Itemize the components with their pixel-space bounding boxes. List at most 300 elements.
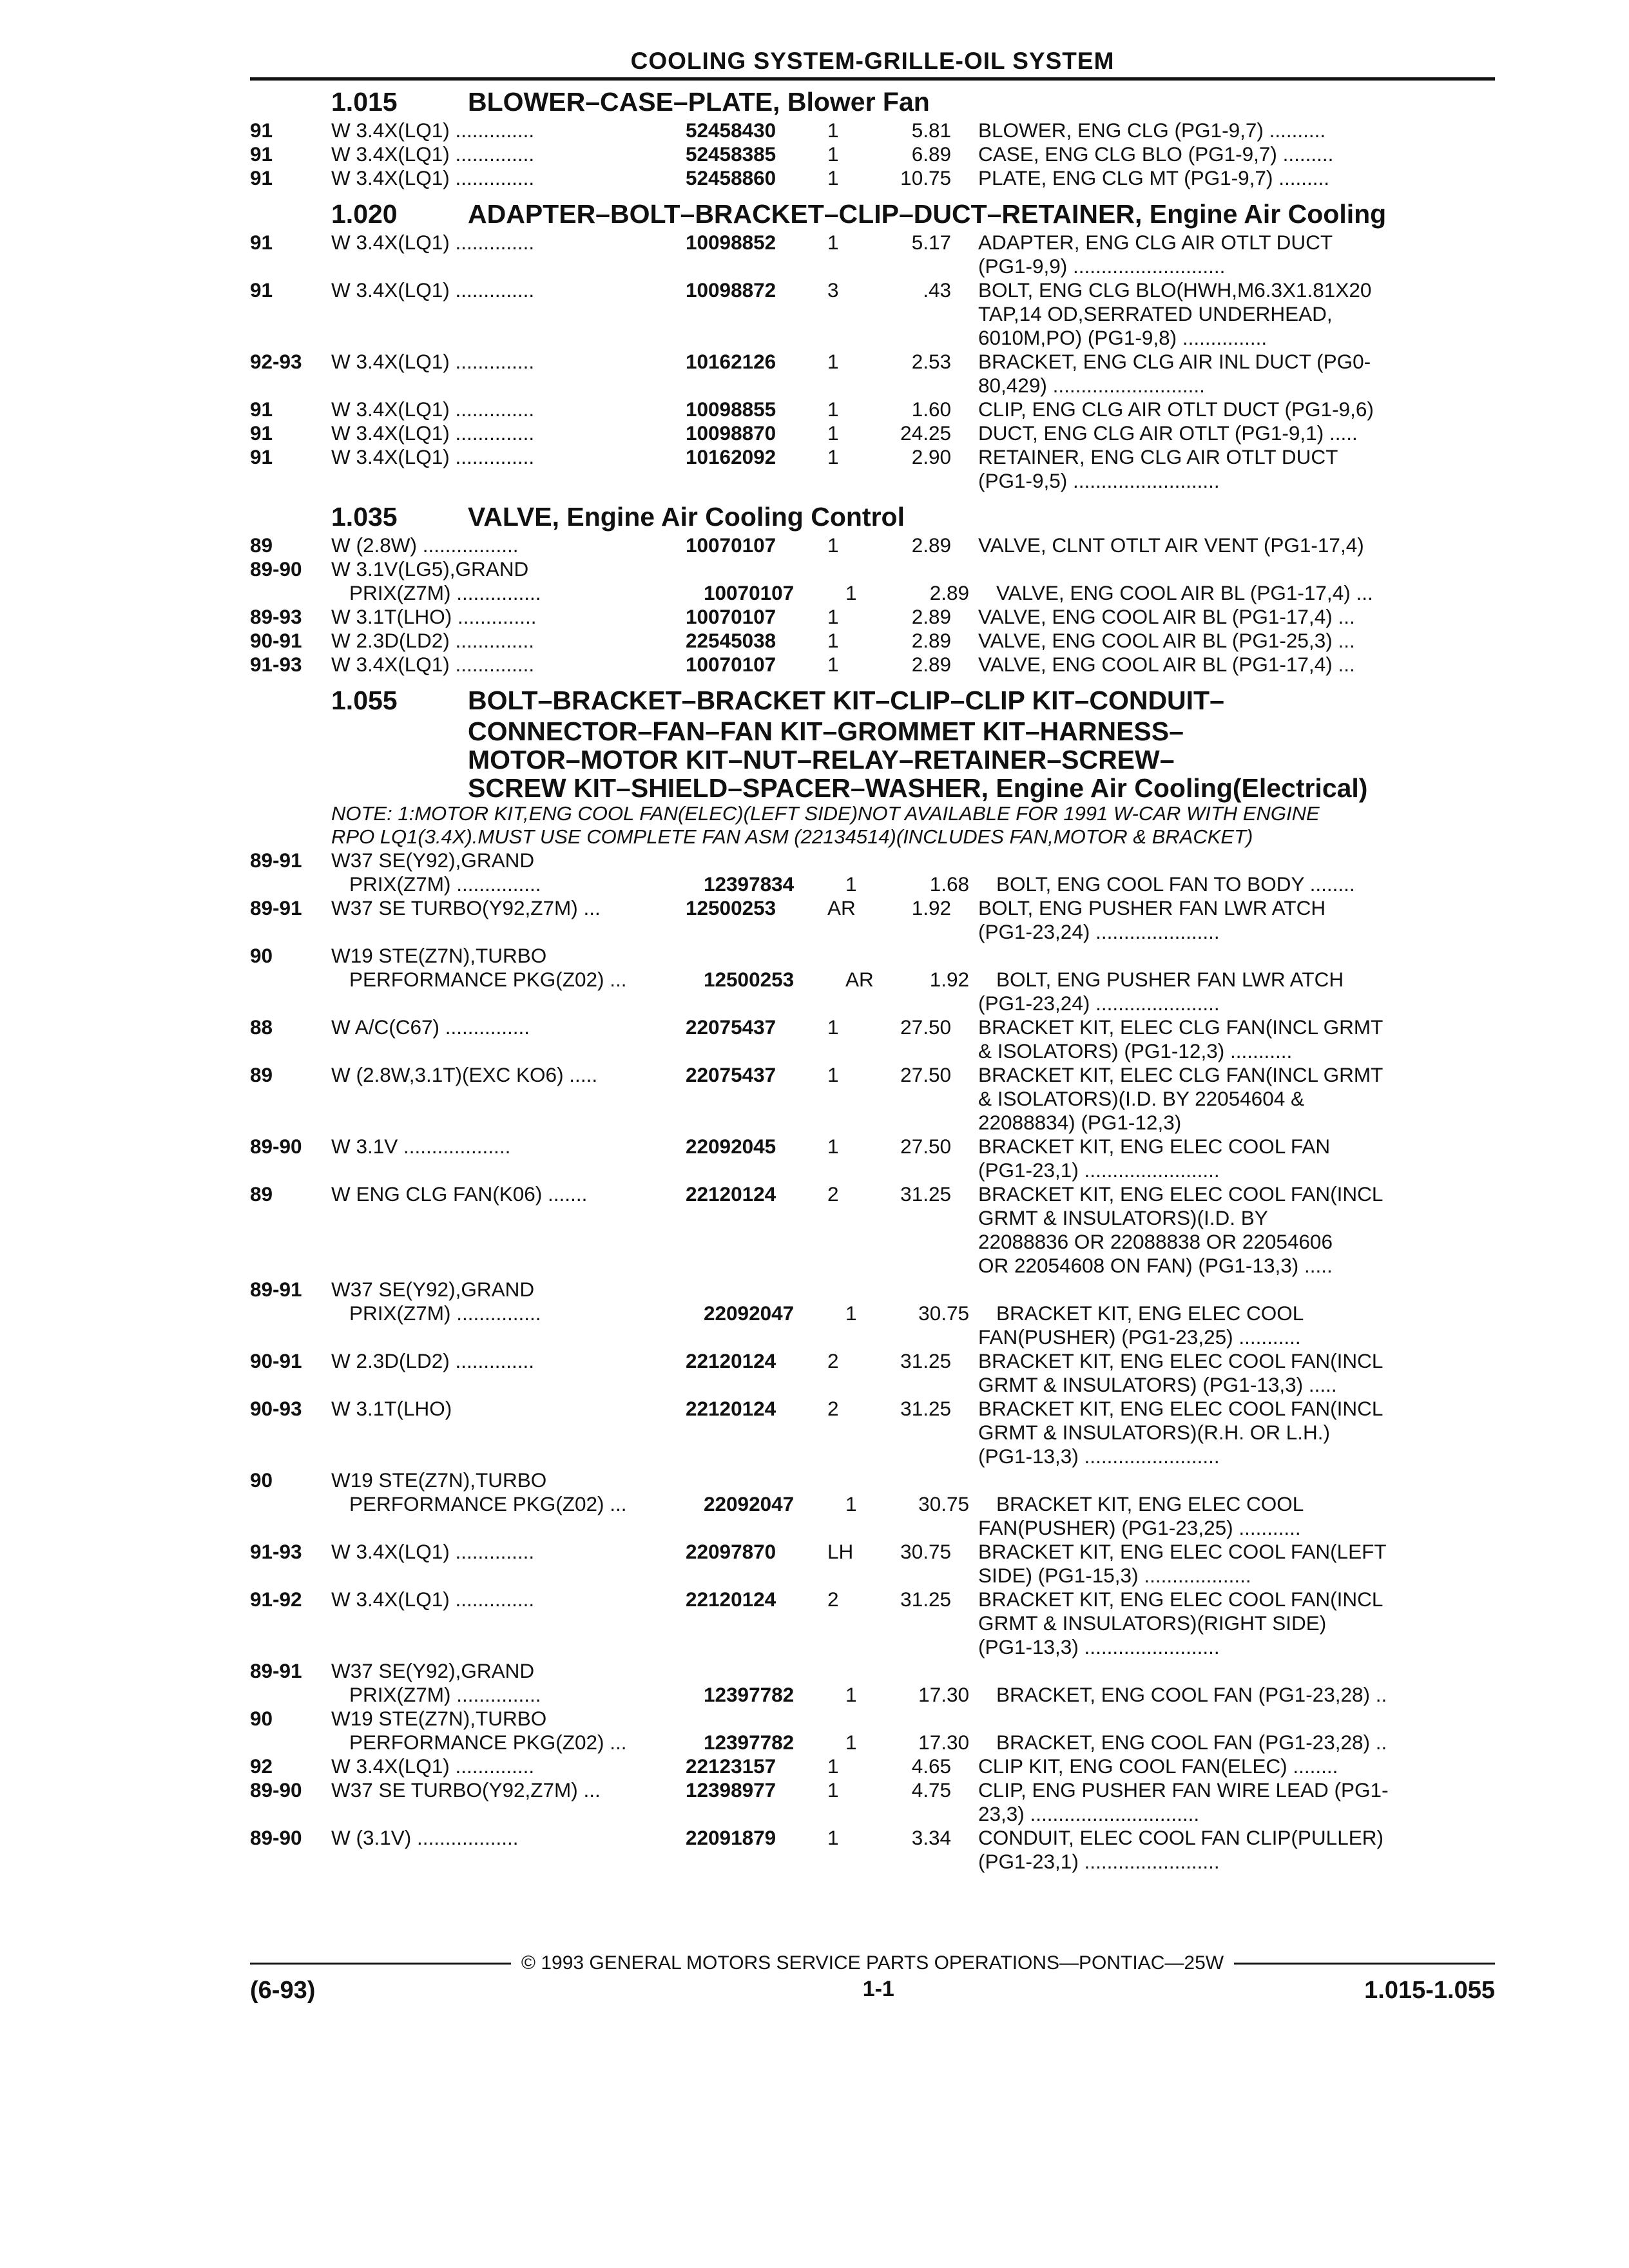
table-row bbox=[250, 896, 1495, 920]
part-description: (PG1-13,3) ........................ bbox=[978, 1635, 1220, 1658]
model-year: 89-91 bbox=[250, 896, 302, 919]
model-application bbox=[331, 1611, 686, 1635]
price: 10.75 bbox=[900, 166, 951, 189]
table-row bbox=[250, 1254, 1495, 1278]
model-year: 89-91 bbox=[250, 1278, 302, 1301]
price: 2.89 bbox=[911, 533, 951, 557]
quantity: LH bbox=[827, 1540, 854, 1563]
table-row bbox=[250, 1063, 1495, 1087]
model-application: W 3.4X(LQ1) .............. bbox=[331, 653, 535, 676]
part-description: (PG1-9,9) ........................... bbox=[978, 255, 1226, 278]
part-number: 22120124 bbox=[686, 1397, 776, 1420]
part-number bbox=[686, 326, 827, 350]
quantity bbox=[827, 1373, 874, 1397]
table-row bbox=[250, 1397, 1495, 1421]
part-description: BRACKET KIT, ENG ELEC COOL FAN(INCL bbox=[978, 1349, 1383, 1372]
model-year bbox=[250, 1325, 331, 1349]
model-application: W37 SE(Y92),GRAND bbox=[331, 1278, 535, 1301]
model-year: 90-93 bbox=[250, 1397, 302, 1420]
model-year bbox=[250, 1611, 331, 1635]
part-number bbox=[686, 849, 827, 872]
part-description: BRACKET KIT, ELEC CLG FAN(INCL GRMT bbox=[978, 1015, 1383, 1039]
part-description: BRACKET KIT, ENG ELEC COOL FAN(LEFT bbox=[978, 1540, 1387, 1563]
quantity: 1 bbox=[845, 1731, 857, 1754]
quantity: 2 bbox=[827, 1588, 839, 1611]
part-number bbox=[686, 1611, 827, 1635]
part-number bbox=[686, 1802, 827, 1826]
table-row bbox=[250, 1659, 1495, 1683]
quantity bbox=[827, 1516, 874, 1540]
part-description bbox=[951, 849, 1495, 872]
part-description: (PG1-23,1) ........................ bbox=[978, 1158, 1220, 1182]
section-heading bbox=[250, 87, 1495, 117]
price: 1.60 bbox=[911, 398, 951, 421]
part-number bbox=[686, 944, 827, 968]
model-year bbox=[250, 920, 331, 944]
price bbox=[874, 1087, 951, 1111]
quantity bbox=[827, 1445, 874, 1468]
section-heading bbox=[250, 775, 1495, 801]
quantity: 1 bbox=[827, 629, 839, 652]
part-number bbox=[686, 1564, 827, 1588]
price bbox=[874, 1635, 951, 1659]
price: 1.68 bbox=[929, 872, 969, 896]
model-application: PRIX(Z7M) ............... bbox=[349, 581, 541, 604]
part-number: 22091879 bbox=[686, 1826, 776, 1849]
part-number: 52458430 bbox=[686, 119, 776, 142]
model-application bbox=[331, 1802, 686, 1826]
table-row bbox=[250, 1492, 1495, 1516]
part-description: BRACKET KIT, ELEC CLG FAN(INCL GRMT bbox=[978, 1063, 1383, 1086]
model-year: 92 bbox=[250, 1754, 273, 1778]
table-row bbox=[250, 445, 1495, 469]
sections-container bbox=[250, 87, 1495, 1880]
table-row bbox=[250, 1564, 1495, 1588]
model-year: 88 bbox=[250, 1015, 273, 1039]
part-number: 10098872 bbox=[686, 278, 776, 302]
price: 3.34 bbox=[911, 1826, 951, 1849]
model-application: PERFORMANCE PKG(Z02) ... bbox=[349, 1492, 627, 1515]
part-description bbox=[951, 557, 1495, 581]
quantity bbox=[827, 1039, 874, 1063]
quantity bbox=[827, 1111, 874, 1135]
model-year bbox=[250, 1373, 331, 1397]
quantity: 1 bbox=[845, 1302, 857, 1325]
part-number: 10098852 bbox=[686, 231, 776, 254]
part-description: & ISOLATORS)(I.D. BY 22054604 & bbox=[978, 1087, 1304, 1110]
model-application bbox=[331, 1564, 686, 1588]
price: 31.25 bbox=[900, 1397, 951, 1420]
part-number bbox=[686, 1087, 827, 1111]
model-application: W 3.4X(LQ1) .............. bbox=[331, 398, 535, 421]
part-description: CLIP KIT, ENG COOL FAN(ELEC) ........ bbox=[978, 1754, 1338, 1778]
price bbox=[874, 1111, 951, 1135]
page-title: COOLING SYSTEM-GRILLE-OIL SYSTEM bbox=[630, 48, 1115, 74]
table-row bbox=[250, 605, 1495, 629]
table-row bbox=[250, 557, 1495, 581]
quantity bbox=[827, 920, 874, 944]
part-number: 12398977 bbox=[686, 1778, 776, 1802]
price: 27.50 bbox=[900, 1015, 951, 1039]
price bbox=[874, 255, 951, 278]
part-description: (PG1-13,3) ........................ bbox=[978, 1445, 1220, 1468]
quantity: 1 bbox=[845, 581, 857, 604]
table-row bbox=[250, 1516, 1495, 1540]
quantity bbox=[827, 557, 874, 581]
part-number bbox=[686, 920, 827, 944]
model-year: 91-93 bbox=[250, 1540, 302, 1563]
model-year bbox=[250, 255, 331, 278]
part-number bbox=[686, 1850, 827, 1874]
table-row bbox=[250, 302, 1495, 326]
model-application bbox=[331, 1039, 686, 1063]
model-year: 89-90 bbox=[250, 557, 302, 581]
table-row bbox=[250, 1826, 1495, 1850]
part-number bbox=[686, 1111, 827, 1135]
footer-rule-right bbox=[1234, 1963, 1495, 1965]
model-year bbox=[250, 1516, 331, 1540]
model-application: W ENG CLG FAN(K06) ....... bbox=[331, 1182, 588, 1206]
model-year: 91 bbox=[250, 119, 273, 142]
price: 30.75 bbox=[900, 1540, 951, 1563]
quantity: 2 bbox=[827, 1349, 839, 1372]
model-application: W 3.4X(LQ1) .............. bbox=[331, 278, 535, 302]
table-row bbox=[250, 1445, 1495, 1468]
part-number: 22097870 bbox=[686, 1540, 776, 1563]
model-year bbox=[250, 1254, 331, 1278]
part-description: BOLT, ENG COOL FAN TO BODY ........ bbox=[996, 872, 1355, 896]
part-description bbox=[951, 944, 1495, 968]
quantity: 1 bbox=[827, 398, 839, 421]
model-year: 91-92 bbox=[250, 1588, 302, 1611]
section-heading bbox=[250, 199, 1495, 229]
model-application: W (2.8W) ................. bbox=[331, 533, 519, 557]
model-application: W 2.3D(LD2) .............. bbox=[331, 629, 535, 652]
part-description: BRACKET, ENG COOL FAN (PG1-23,28) .. bbox=[996, 1731, 1387, 1754]
table-row bbox=[250, 1182, 1495, 1206]
part-description: BRACKET KIT, ENG ELEC COOL bbox=[996, 1302, 1304, 1325]
part-number bbox=[686, 1659, 827, 1683]
part-number bbox=[686, 1158, 827, 1182]
model-year: 89 bbox=[250, 1182, 273, 1206]
part-description: BLOWER, ENG CLG (PG1-9,7) .......... bbox=[978, 119, 1326, 142]
model-year: 89-91 bbox=[250, 1659, 302, 1682]
part-number bbox=[686, 302, 827, 326]
part-description: VALVE, ENG COOL AIR BL (PG1-17,4) ... bbox=[996, 581, 1373, 604]
table-row bbox=[250, 944, 1495, 968]
part-description: RETAINER, ENG CLG AIR OTLT DUCT bbox=[978, 445, 1338, 468]
section-spacer bbox=[250, 677, 1495, 683]
table-row bbox=[250, 1302, 1495, 1325]
model-year: 91 bbox=[250, 142, 273, 166]
part-number bbox=[686, 1635, 827, 1659]
price: 2.89 bbox=[911, 653, 951, 676]
table-row bbox=[250, 992, 1495, 1015]
model-application bbox=[331, 1635, 686, 1659]
price: 24.25 bbox=[900, 421, 951, 445]
section-number: 1.020 bbox=[331, 199, 398, 229]
price: 30.75 bbox=[918, 1492, 969, 1515]
table-row bbox=[250, 1802, 1495, 1826]
table-row bbox=[250, 1707, 1495, 1731]
model-year: 92-93 bbox=[250, 350, 302, 373]
model-application: PRIX(Z7M) ............... bbox=[349, 1683, 541, 1706]
model-year bbox=[250, 1302, 331, 1325]
part-number: 22092045 bbox=[686, 1135, 776, 1158]
quantity: 1 bbox=[827, 1754, 839, 1778]
model-year bbox=[250, 326, 331, 350]
table-row bbox=[250, 255, 1495, 278]
quantity: 1 bbox=[827, 231, 839, 254]
quantity bbox=[827, 1564, 874, 1588]
model-application bbox=[331, 1421, 686, 1445]
part-description: GRMT & INSULATORS)(RIGHT SIDE) bbox=[978, 1611, 1327, 1635]
part-description: ADAPTER, ENG CLG AIR OTLT DUCT bbox=[978, 231, 1333, 254]
model-application: PERFORMANCE PKG(Z02) ... bbox=[349, 1731, 627, 1754]
part-number bbox=[686, 1278, 827, 1302]
model-application bbox=[331, 1516, 686, 1540]
model-application: W 3.4X(LQ1) .............. bbox=[331, 1540, 535, 1563]
section-title: BLOWER–CASE–PLATE, Blower Fan bbox=[468, 87, 930, 117]
model-application: W 3.4X(LQ1) .............. bbox=[331, 350, 535, 373]
price bbox=[874, 920, 951, 944]
quantity: 1 bbox=[827, 350, 839, 373]
quantity: 1 bbox=[845, 1492, 857, 1515]
part-number bbox=[686, 1230, 827, 1254]
price bbox=[874, 1802, 951, 1826]
model-application: W37 SE(Y92),GRAND bbox=[331, 1659, 535, 1682]
price: 2.90 bbox=[911, 445, 951, 468]
table-row bbox=[250, 1278, 1495, 1302]
part-number: 22545038 bbox=[686, 629, 776, 652]
table-row bbox=[250, 421, 1495, 445]
price bbox=[874, 1373, 951, 1397]
table-row bbox=[250, 1635, 1495, 1659]
price: 2.53 bbox=[911, 350, 951, 373]
price bbox=[874, 944, 951, 968]
table-row bbox=[250, 350, 1495, 374]
price bbox=[874, 1421, 951, 1445]
table-row bbox=[250, 1015, 1495, 1039]
section-title: SCREW KIT–SHIELD–SPACER–WASHER, Engine Air Cooling(Electrical) bbox=[468, 773, 1368, 803]
price bbox=[874, 557, 951, 581]
section-heading bbox=[250, 747, 1495, 773]
price bbox=[874, 992, 951, 1015]
section-title: ADAPTER–BOLT–BRACKET–CLIP–DUCT–RETAINER, Engine Air Cooling bbox=[468, 199, 1387, 229]
price bbox=[874, 849, 951, 872]
quantity: 1 bbox=[827, 605, 839, 628]
model-year: 91 bbox=[250, 278, 273, 302]
price bbox=[874, 1707, 951, 1731]
part-number: 12500253 bbox=[704, 968, 795, 991]
part-description bbox=[951, 1707, 1495, 1731]
table-row bbox=[250, 278, 1495, 302]
section-title: CONNECTOR–FAN–FAN KIT–GROMMET KIT–HARNESS– bbox=[468, 716, 1184, 746]
part-description bbox=[951, 1468, 1495, 1492]
model-year bbox=[250, 581, 331, 605]
model-year bbox=[250, 872, 331, 896]
footer-section-range: 1.015-1.055 bbox=[1364, 1977, 1495, 2004]
part-number bbox=[686, 374, 827, 398]
table-row bbox=[250, 1135, 1495, 1158]
part-description: FAN(PUSHER) (PG1-23,25) ........... bbox=[978, 1325, 1301, 1349]
price: 5.81 bbox=[911, 119, 951, 142]
part-description bbox=[951, 1278, 1495, 1302]
model-year: 89-90 bbox=[250, 1826, 302, 1849]
model-year bbox=[250, 1850, 331, 1874]
section-title: VALVE, Engine Air Cooling Control bbox=[468, 502, 905, 532]
quantity: 1 bbox=[827, 1778, 839, 1802]
price bbox=[874, 1039, 951, 1063]
quantity: AR bbox=[845, 968, 874, 991]
part-description: (PG1-23,24) ...................... bbox=[978, 920, 1220, 943]
table-row bbox=[250, 1421, 1495, 1445]
quantity: 2 bbox=[827, 1397, 839, 1420]
table-row bbox=[250, 326, 1495, 350]
model-year bbox=[250, 1635, 331, 1659]
price: 2.89 bbox=[911, 629, 951, 652]
model-application: W A/C(C67) ............... bbox=[331, 1015, 530, 1039]
part-description: BRACKET KIT, ENG ELEC COOL FAN bbox=[978, 1135, 1331, 1158]
model-application: PRIX(Z7M) ............... bbox=[349, 872, 541, 896]
model-year bbox=[250, 1039, 331, 1063]
part-description: CONDUIT, ELEC COOL FAN CLIP(PULLER) bbox=[978, 1826, 1383, 1849]
price: 27.50 bbox=[900, 1135, 951, 1158]
parts-catalog-page bbox=[250, 48, 1495, 1880]
part-description: VALVE, ENG COOL AIR BL (PG1-25,3) ... bbox=[978, 629, 1355, 652]
price: 31.25 bbox=[900, 1349, 951, 1372]
model-application: W 3.1T(LHO) .............. bbox=[331, 605, 537, 628]
part-description: 23,3) .............................. bbox=[978, 1802, 1200, 1825]
part-description: (PG1-9,5) .......................... bbox=[978, 469, 1220, 492]
quantity: 1 bbox=[827, 1826, 839, 1849]
model-application bbox=[331, 469, 686, 493]
quantity bbox=[827, 302, 874, 326]
table-row bbox=[250, 1325, 1495, 1349]
quantity bbox=[827, 944, 874, 968]
price bbox=[874, 1158, 951, 1182]
quantity bbox=[827, 1850, 874, 1874]
part-description: GRMT & INSULATORS)(I.D. BY bbox=[978, 1206, 1268, 1229]
model-application bbox=[331, 1254, 686, 1278]
model-year: 91 bbox=[250, 398, 273, 421]
model-year bbox=[250, 1421, 331, 1445]
table-row bbox=[250, 119, 1495, 142]
part-description: PLATE, ENG CLG MT (PG1-9,7) ......... bbox=[978, 166, 1329, 189]
part-number: 52458860 bbox=[686, 166, 776, 189]
part-number: 10070107 bbox=[704, 581, 795, 604]
model-application: W19 STE(Z7N),TURBO bbox=[331, 1468, 547, 1492]
footer-rule-left bbox=[250, 1963, 511, 1965]
part-number bbox=[686, 469, 827, 493]
quantity: 2 bbox=[827, 1182, 839, 1206]
model-year bbox=[250, 302, 331, 326]
price: 1.92 bbox=[929, 968, 969, 991]
table-row bbox=[250, 1778, 1495, 1802]
part-description: 80,429) ........................... bbox=[978, 374, 1205, 397]
model-application bbox=[331, 1111, 686, 1135]
model-year: 89-91 bbox=[250, 849, 302, 872]
price bbox=[874, 1516, 951, 1540]
part-number: 10070107 bbox=[686, 533, 776, 557]
model-year: 91 bbox=[250, 166, 273, 189]
model-year: 91 bbox=[250, 231, 273, 254]
price: 17.30 bbox=[918, 1683, 969, 1706]
model-application: W19 STE(Z7N),TURBO bbox=[331, 944, 547, 967]
table-row bbox=[250, 1206, 1495, 1230]
table-row bbox=[250, 469, 1495, 493]
quantity bbox=[827, 1421, 874, 1445]
part-description: VALVE, ENG COOL AIR BL (PG1-17,4) ... bbox=[978, 653, 1355, 676]
section-number: 1.035 bbox=[331, 502, 398, 532]
table-row bbox=[250, 1754, 1495, 1778]
table-row bbox=[250, 374, 1495, 398]
section-spacer bbox=[250, 493, 1495, 499]
section-title: MOTOR–MOTOR KIT–NUT–RELAY–RETAINER–SCREW– bbox=[468, 745, 1175, 774]
model-application bbox=[331, 1373, 686, 1397]
model-year bbox=[250, 1492, 331, 1516]
model-application: W37 SE TURBO(Y92,Z7M) ... bbox=[331, 1778, 601, 1802]
part-number: 22092047 bbox=[704, 1302, 795, 1325]
part-number bbox=[686, 1254, 827, 1278]
model-year: 89 bbox=[250, 1063, 273, 1086]
price bbox=[874, 1230, 951, 1254]
quantity bbox=[827, 1206, 874, 1230]
header-rule bbox=[250, 77, 1495, 81]
table-row bbox=[250, 166, 1495, 190]
quantity: 1 bbox=[827, 1015, 839, 1039]
model-year: 90-91 bbox=[250, 629, 302, 652]
model-year: 89 bbox=[250, 533, 273, 557]
part-number: 22123157 bbox=[686, 1754, 776, 1778]
model-year: 91-93 bbox=[250, 653, 302, 676]
quantity bbox=[827, 1707, 874, 1731]
model-application: W37 SE(Y92),GRAND bbox=[331, 849, 535, 872]
price bbox=[874, 1325, 951, 1349]
quantity: 1 bbox=[827, 119, 839, 142]
part-number bbox=[686, 1468, 827, 1492]
table-row bbox=[250, 1349, 1495, 1373]
quantity: AR bbox=[827, 896, 856, 919]
model-year bbox=[250, 1802, 331, 1826]
part-number: 22120124 bbox=[686, 1182, 776, 1206]
price: 2.89 bbox=[929, 581, 969, 604]
model-application: W 3.1T(LHO) bbox=[331, 1397, 452, 1420]
part-number bbox=[686, 1707, 827, 1731]
quantity bbox=[827, 992, 874, 1015]
part-description: BRACKET KIT, ENG ELEC COOL FAN(INCL bbox=[978, 1397, 1383, 1420]
part-description: DUCT, ENG CLG AIR OTLT (PG1-9,1) ..... bbox=[978, 421, 1358, 445]
quantity bbox=[827, 255, 874, 278]
model-application: W 3.4X(LQ1) .............. bbox=[331, 231, 535, 254]
quantity: 1 bbox=[827, 421, 839, 445]
price bbox=[874, 326, 951, 350]
model-application bbox=[331, 1850, 686, 1874]
part-number bbox=[686, 1206, 827, 1230]
section-number: 1.055 bbox=[331, 686, 398, 715]
table-row bbox=[250, 1731, 1495, 1754]
part-description: BRACKET KIT, ENG ELEC COOL FAN(INCL bbox=[978, 1182, 1383, 1206]
part-number: 12397782 bbox=[704, 1683, 795, 1706]
part-description: CLIP, ENG CLG AIR OTLT DUCT (PG1-9,6) bbox=[978, 398, 1374, 421]
quantity: 3 bbox=[827, 278, 839, 302]
table-row bbox=[250, 1588, 1495, 1611]
model-application: W (2.8W,3.1T)(EXC KO6) ..... bbox=[331, 1063, 598, 1086]
part-number bbox=[686, 992, 827, 1015]
part-number: 10162126 bbox=[686, 350, 776, 373]
model-year: 89-93 bbox=[250, 605, 302, 628]
price bbox=[874, 1611, 951, 1635]
